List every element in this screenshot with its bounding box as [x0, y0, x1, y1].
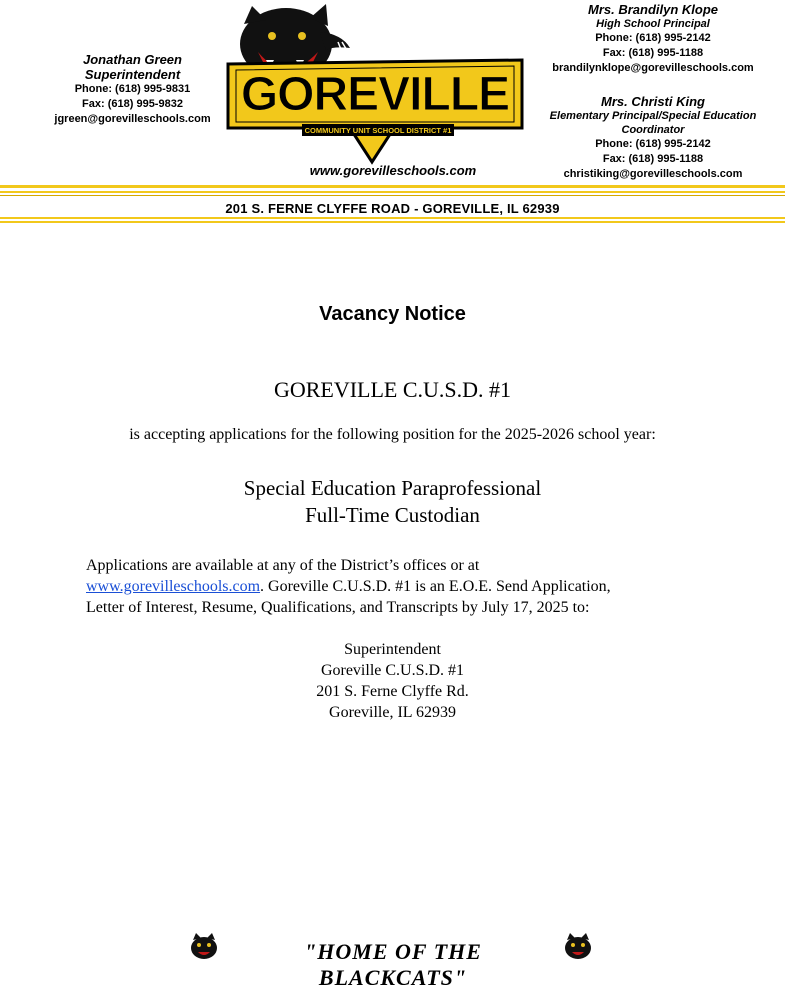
gold-rule-top-2	[0, 191, 785, 193]
gold-rule-top-3	[0, 195, 785, 196]
address-line: Superintendent	[344, 641, 441, 658]
school-motto: "HOME OF THE BLACKCATS"	[304, 939, 482, 990]
instructions-text: . Goreville C.U.S.D. #1 is an E.O.E. Send Application,	[260, 578, 611, 595]
blackcat-head-icon	[188, 932, 220, 962]
accepting-statement: is accepting applications for the following position for the 2025-2026 school year:	[129, 426, 656, 443]
contact-fax: Fax: (618) 995-1188	[602, 47, 704, 59]
address-line: Goreville C.U.S.D. #1	[320, 662, 465, 679]
position-list	[0, 475, 785, 529]
instructions-line	[86, 576, 726, 597]
contact-email: jgreen@gorevilleschools.com	[54, 113, 211, 125]
contact-fax: Fax: (618) 995-1188	[602, 153, 704, 165]
contact-name: Jonathan Green	[83, 52, 182, 67]
contact-title-line2: Coordinator	[621, 124, 685, 136]
contact-phone: Phone: (618) 995-2142	[595, 138, 711, 150]
contact-name: Mrs. Brandilyn Klope	[587, 2, 719, 17]
contact-phone: Phone: (618) 995-2142	[595, 32, 711, 44]
position-item: Special Education Paraprofessional	[243, 476, 542, 500]
logo-subtitle: COMMUNITY UNIT SCHOOL DISTRICT #1	[304, 126, 452, 135]
instructions-line: Letter of Interest, Resume, Qualifications, and Transcripts by July 17, 2025 to:	[86, 599, 590, 616]
superintendent-contact	[40, 52, 225, 127]
contact-phone: Phone: (618) 995-9831	[74, 83, 191, 95]
logo-wordmark: GOREVILLE	[240, 68, 510, 121]
blackcat-head-icon	[562, 932, 594, 962]
gold-rule-bottom	[0, 217, 785, 219]
contact-email: brandilynklope@gorevilleschools.com	[552, 62, 754, 74]
gold-rule-top	[0, 185, 785, 188]
address-line: 201 S. Ferne Clyffe Rd.	[316, 683, 469, 700]
contact-title-line1: Elementary Principal/Special Education	[549, 110, 757, 122]
contact-email: christiking@gorevilleschools.com	[563, 168, 743, 180]
contact-title: High School Principal	[596, 18, 710, 30]
mailing-address	[0, 639, 785, 723]
contact-title: Superintendent	[84, 67, 181, 82]
position-item: Full-Time Custodian	[305, 503, 480, 527]
district-address: 201 S. FERNE CLYFFE ROAD - GOREVILLE, IL 62939	[225, 201, 560, 216]
application-instructions	[86, 555, 726, 618]
gold-rule-bottom-2	[0, 221, 785, 223]
address-line: Goreville, IL 62939	[329, 704, 456, 721]
high-school-principal-contact	[534, 2, 772, 76]
page-title: Vacancy Notice	[319, 303, 466, 325]
district-name: GOREVILLE C.U.S.D. #1	[273, 377, 512, 402]
website-link[interactable]: www.gorevilleschools.com	[86, 578, 261, 595]
elementary-principal-contact	[534, 94, 772, 182]
goreville-logo	[222, 2, 528, 168]
contact-name: Mrs. Christi King	[600, 94, 705, 109]
instructions-line: Applications are available at any of the District’s offices or at	[86, 557, 480, 574]
contact-fax: Fax: (618) 995-9832	[82, 98, 183, 110]
website-header: www.gorevilleschools.com	[309, 163, 477, 178]
